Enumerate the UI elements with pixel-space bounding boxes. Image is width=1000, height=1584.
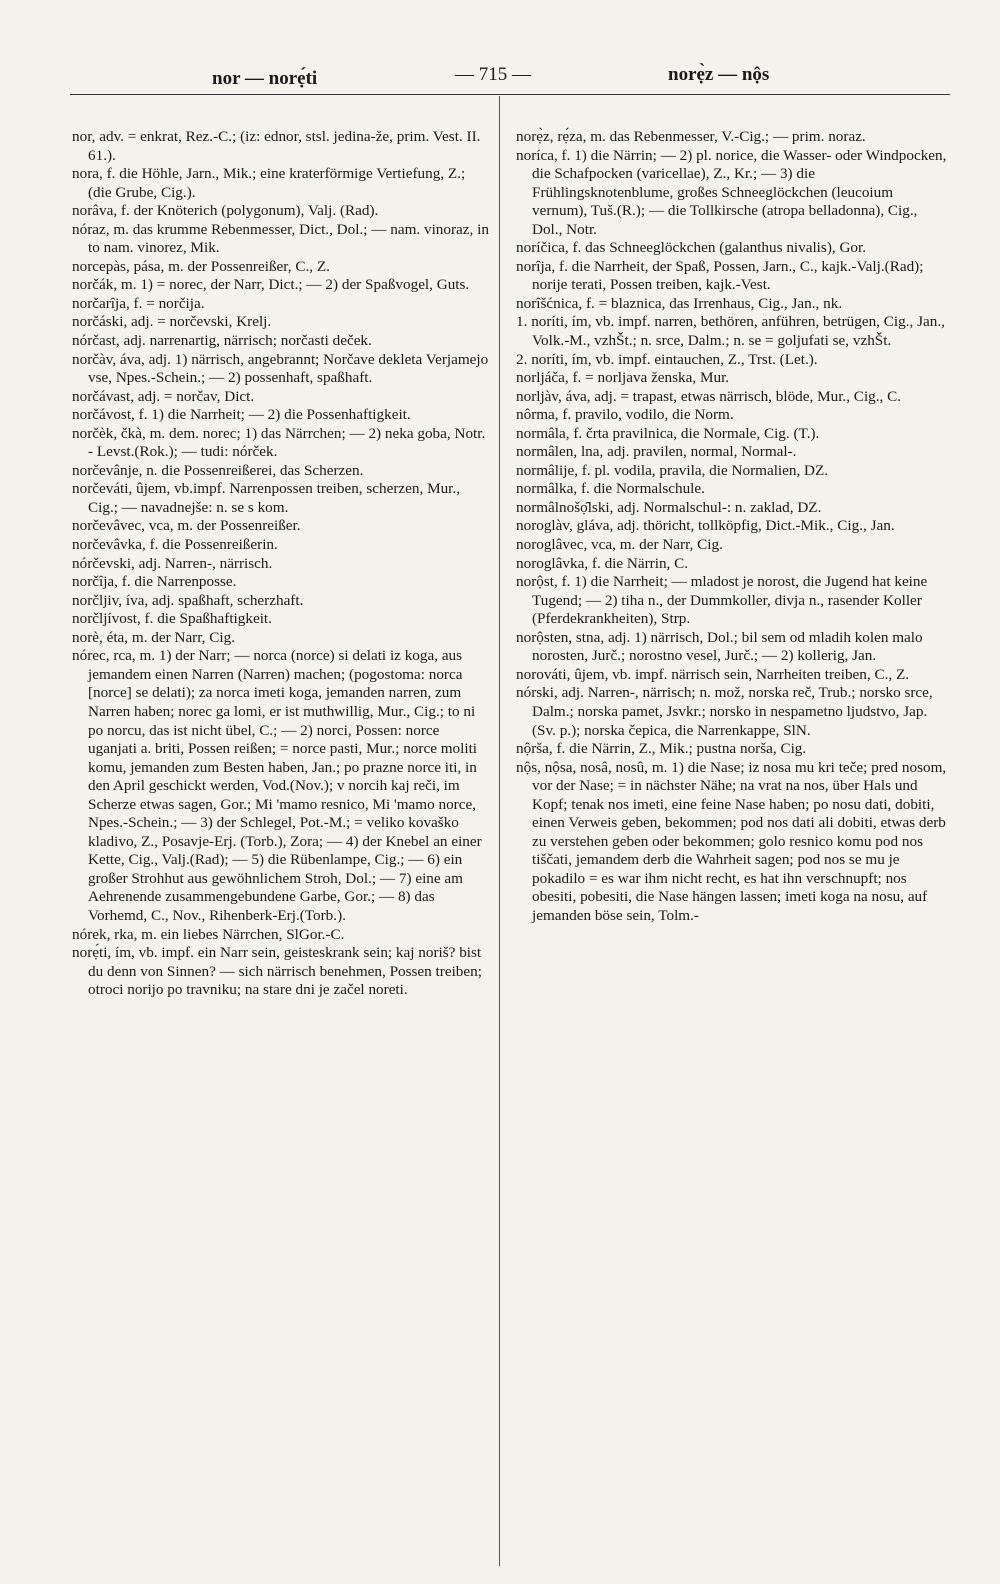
dictionary-entry: noroglàv, gláva, adj. thöricht, tollköpfig, Dict.-Mik., Cig., Jan. bbox=[516, 517, 895, 535]
dictionary-entry: nor, adv. = enkrat, Rez.-C.; (iz: ednor, stsl. jedina-že, prim. Vest. II. 61.). bbox=[72, 128, 481, 164]
dictionary-entry: noroglâvec, vca, m. der Narr, Cig. bbox=[516, 536, 723, 554]
left-column bbox=[72, 128, 490, 1000]
dictionary-entry: norčevâvec, vca, m. der Possenreißer. bbox=[72, 517, 301, 535]
dictionary-entry: norčèk, čkà, m. dem. norec; 1) das Närrchen; — 2) neka goba, Notr. - Levst.(Rok.); — tudi: nórček. bbox=[72, 424, 486, 461]
dictionary-entry: nórski, adj. Narren-, närrisch; n. mož, norska reč, Trub.; norsko srce, Dalm.; norska pamet, Jsvkr.; norsko in nespametno ljudstvo, Jap.(Sv. p.); norska čepica, die Narrenkappe, SlN. bbox=[516, 684, 933, 739]
page-header bbox=[0, 60, 1000, 90]
header-rule bbox=[70, 94, 950, 95]
dictionary-entry: nôrma, f. pravilo, vodilo, die Norm. bbox=[516, 406, 734, 424]
page-number: — 715 — bbox=[455, 64, 531, 85]
dictionary-entry: nóraz, m. das krumme Rebenmesser, Dict., Dol.; — nam. vinoraz, in to nam. vinorez, Mik. bbox=[72, 220, 489, 257]
header-left-guideword: nor — norẹ́ti bbox=[212, 68, 318, 89]
dictionary-entry: norčeváti, ûjem, vb.impf. Narrenpossen treiben, scherzen, Mur., Cig.; — navadnejše: n. se s kom. bbox=[72, 480, 460, 516]
dictionary-entry: norâva, f. der Knöterich (polygonum), Valj. (Rad). bbox=[72, 202, 379, 220]
dictionary-entry: 1. noríti, ím, vb. impf. narren, bethören, anführen, betrügen, Cig., Jan., Volk.-M., vzhŠt.; n. srce, Dalm.; n. se = goljufati se, vzhŠt. bbox=[516, 313, 945, 350]
dictionary-entry: nórčevski, adj. Narren-, närrisch. bbox=[72, 554, 273, 572]
dictionary-entry: norováti, ûjem, vb. impf. närrisch sein, Narrheiten treiben, C., Z. bbox=[516, 665, 910, 683]
dictionary-entry: norčák, m. 1) = norec, der Narr, Dict.; — 2) der Spaßvogel, Guts. bbox=[72, 276, 470, 294]
dictionary-entry: norčevânje, n. die Possenreißerei, das Scherzen. bbox=[72, 461, 364, 479]
dictionary-entry: norčarîja, f. = norčija. bbox=[72, 294, 205, 312]
dictionary-entry: norcepàs, pása, m. der Possenreißer, C., Z. bbox=[72, 257, 330, 275]
dictionary-entry: norčávost, f. 1) die Narrheit; — 2) die Possenhaftigkeit. bbox=[72, 406, 411, 424]
dictionary-entry: nộrša, f. die Närrin, Z., Mik.; pustna norša, Cig. bbox=[516, 740, 807, 758]
dictionary-entry: norîšćnica, f. = blaznica, das Irrenhaus, Cig., Jan., nk. bbox=[516, 294, 843, 312]
dictionary-entry: norẹ́ti, ím, vb. impf. ein Narr sein, geisteskrank sein; kaj noriš? bist du denn von Sinnen? — sich närrisch benehmen, Possen treiben; otroci norijo po travniku; na stare dni je začel noreti. bbox=[72, 944, 482, 999]
dictionary-entry: norljàv, áva, adj. = trapast, etwas närrisch, blöde, Mur., Cig., C. bbox=[516, 387, 902, 405]
dictionary-entry: norčàv, áva, adj. 1) närrisch, angebrannt; Norčave dekleta Verjamejo vse, Npes.-Schein.; — 2) possenhaft, spaßhaft. bbox=[72, 350, 489, 387]
dictionary-entry: normâlen, lna, adj. pravilen, normal, Normal-. bbox=[516, 443, 797, 461]
dictionary-entry: norčáski, adj. = norčevski, Krelj. bbox=[72, 313, 272, 331]
dictionary-entry: noríčica, f. das Schneeglöckchen (galanthus nivalis), Gor. bbox=[516, 239, 867, 257]
dictionary-entry: norẹ̀z, rẹ́za, m. das Rebenmesser, V.-Cig.; — prim. noraz. bbox=[516, 128, 866, 145]
dictionary-entry: normâla, f. črta pravilnica, die Normale, Cig. (T.). bbox=[516, 424, 820, 442]
dictionary-entry: nórek, rka, m. ein liebes Närrchen, SlGor.-C. bbox=[72, 925, 345, 943]
dictionary-entry: norčljívost, f. die Spaßhaftigkeit. bbox=[72, 610, 272, 628]
dictionary-entry: norộsten, stna, adj. 1) närrisch, Dol.; bil sem od mladih kolen malo norosten, Jurč.; norostno vesel, Jurč.; — 2) kollerig, Jan. bbox=[516, 628, 923, 665]
dictionary-entry: nora, f. die Höhle, Jarn., Mik.; eine kraterförmige Vertiefung, Z.; (die Grube, Cig.). bbox=[72, 165, 466, 201]
header-right-guideword: norẹ̀z — nộs bbox=[668, 64, 770, 85]
dictionary-entry: norộst, f. 1) die Narrheit; — mladost je norost, die Jugend hat keine Tugend; — 2) tiha n., der Dummkoller, divja n., rasender Koller (Pferdekrankheiten), Strp. bbox=[516, 573, 928, 628]
dictionary-entry: normâlka, f. die Normalschule. bbox=[516, 480, 705, 498]
dictionary-entry: normâlije, f. pl. vodila, pravila, die Normalien, DZ. bbox=[516, 461, 829, 479]
dictionary-entry: norîja, f. die Narrheit, der Spaß, Possen, Jarn., C., kajk.-Valj.(Rad); norije terati, Possen treiben, kajk.-Vest. bbox=[516, 257, 924, 294]
dictionary-entry: nộs, nộsa, nosâ, nosû, m. 1) die Nase; iz nosa mu kri teče; pred nosom, vor der Nase; = in nächster Nähe; na vrat na nos, über Hals und Kopf; tenak nos imeti, eine feine Nase haben; po nosu dati, dobiti, einen Verweis geben, bekommen; pod nos dati ali dobiti, etwas derb zu verstehen geben oder bekommen; golo resnico komu pod nos tiščati, jemandem derb die Wahrheit sagen; pod nos se mu je pokadilo = es war ihm nicht recht, es hat ihn verschnupft; nos obesiti, pobesiti, die Nase hängen lassen; imeti koga na nosu, auf jemanden böse sein, Tolm.- bbox=[516, 758, 947, 924]
right-column bbox=[516, 128, 950, 926]
dictionary-entry: norčîja, f. die Narrenposse. bbox=[72, 573, 237, 591]
dictionary-entry: norčljiv, íva, adj. spaßhaft, scherzhaft. bbox=[72, 591, 304, 609]
dictionary-entry: noríca, f. 1) die Närrin; — 2) pl. norice, die Wasser- oder Windpocken, die Schafpocken (varicellae), Z., Kr.; — 3) die Frühlingsknotenblume, großes Schneeglöckchen (leucoium vernum), Tuš.(R.); — die Tollkirsche (atropa belladonna), Cig., Dol., Notr. bbox=[516, 146, 947, 238]
dictionary-entry: nórec, rca, m. 1) der Narr; — norca (norce) si delati iz koga, aus jemandem einen Narren (Narren) machen; (pogostoma: norca [norce] se delati); za norca imeti koga, jemanden narren, zum Narren haben; norec ga lomi, er ist muthwillig, Mur., Cig.; to ni po norcu, das ist nicht übel, C.; — 2) norci, Possen: norce uganjati a. briti, Possen reißen; = norce pasti, Mur.; norce moliti komu, jemanden zum Besten haben, Jan.; po prazne norce iti, in den April geschickt werden, Vod.(Nov.); v norcih kaj reči, im Scherze etwas sagen, Gor.; Mi 'mamo resnico, Mi 'mamo norce, Npes.-Schein.; — 3) der Schlegel, Pot.-M.; = veliko kovaško kladivo, Z., Posavje-Erj. (Torb.), Zora; — 4) der Knebel an einer Kette, Cig., Valj.(Rad); — 5) die Rübenlampe, Cig.; — 6) ein großer Strohhut aus gewöhnlichem Stroh, Dol.; — 7) eine am Aehrenende zusammengebundene Garbe, Gor.; — 8) das Vorhemd, C., Nov., Rihenberk-Erj.(Torb.). bbox=[72, 647, 482, 924]
dictionary-entry: 2. noríti, ím, vb. impf. eintauchen, Z., Trst. (Let.). bbox=[516, 350, 818, 368]
dictionary-entry: normâlnošọ̑lski, adj. Normalschul-: n. zaklad, DZ. bbox=[516, 498, 822, 516]
dictionary-entry: norljáča, f. = norljava ženska, Mur. bbox=[516, 369, 730, 387]
dictionary-entry: norčevâvka, f. die Possenreißerin. bbox=[72, 536, 278, 554]
dictionary-entry: norčávast, adj. = norčav, Dict. bbox=[72, 387, 255, 405]
dictionary-entry: norè, éta, m. der Narr, Cig. bbox=[72, 628, 236, 646]
column-divider bbox=[499, 96, 500, 1566]
dictionary-entry: nórčast, adj. narrenartig, närrisch; norčasti deček. bbox=[72, 332, 372, 350]
dictionary-entry: noroglâvka, f. die Närrin, C. bbox=[516, 554, 689, 572]
